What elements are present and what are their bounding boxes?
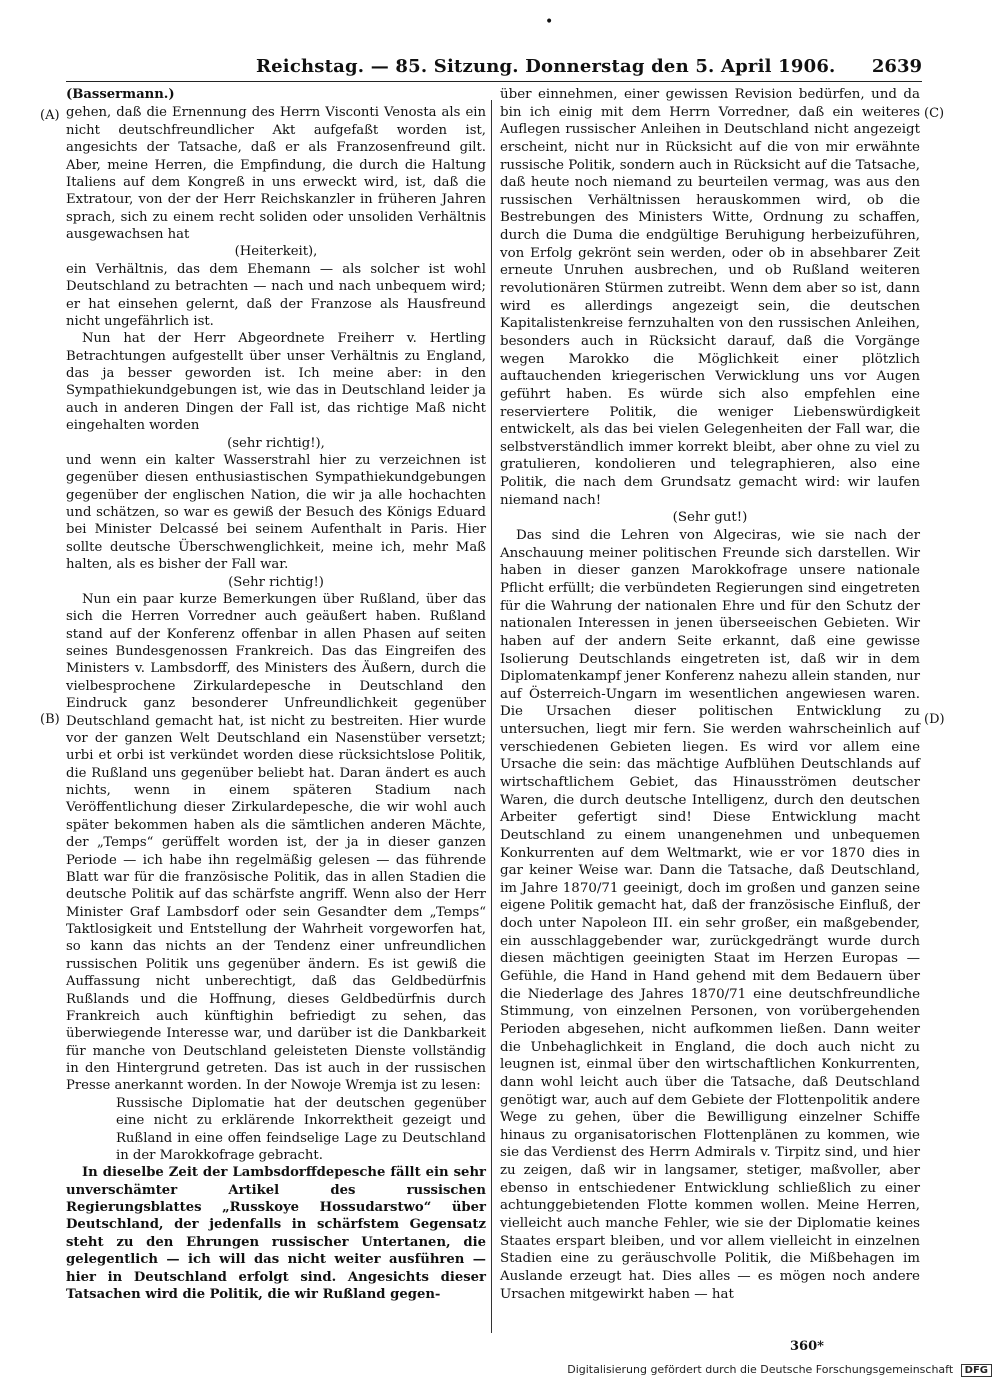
interjection: (Sehr gut!) (672, 510, 748, 526)
paragraph: ein Verhältnis, das dem Ehemann — als solcher ist wohl Deutschland zu betrachten — nach und nach unbequem wird; er hat einsehen gelernt, daß der Franzose als Hausfreund nicht ungefährlich ist. (66, 261, 486, 329)
paragraph: und wenn ein kalter Wasserstrahl hier zu verzeichnen ist gegenüber diesen enthusiastischen Sympathiekundgebungen gegenüber der englischen Nation, die wir ja alle hochachten und schätzen, so war es gewiß der Besuch des Königs Eduard bei Minister Delcassé bei seinem Aufenthalt in Paris. Hier sollte deutsche Überschwenglichkeit, meine ich, mehr Maß halten, als es bisher der Fall war. (66, 452, 486, 573)
margin-mark-b: (B) (40, 712, 60, 727)
paragraph: In dieselbe Zeit der Lambsdorffdepesche fällt ein sehr unverschämter Artikel des russischen Regierungsblattes „Russkoye Hossudarstwo“ über Deutschland, der jedenfalls in schärfstem Gegensatz steht zu den Ehrungen russischer Untertanen, die gelegentlich — ich will das nicht weiter ausführen — hier in Deutschland erfolgt sind. Angesichts dieser Tatsachen wird die Politik, die wir Rußland gegen- (66, 1165, 486, 1302)
interjection: (Sehr richtig!) (228, 574, 324, 590)
interjection: (sehr richtig!), (227, 435, 325, 451)
signature-mark: 360* (790, 1339, 824, 1354)
paragraph: Nun ein paar kurze Bemerkungen über Rußland, über das sich die Herren Vorredner auch geäußert haben. Rußland stand auf der Konferenz offenbar in allen Phasen auf seiten seines Bundesgenossen Frankreich. Das das Eingreifen des Ministers v. Lambsdorff, des Ministers des Äußern, durch die vielbesprochene Zirkulardepesche in Deutschland den Eindruck ganz besonderer Unfreundlichkeit gegenüber Deutschland gemacht hat, ist nicht zu bestreiten. Hier wurde vor der ganzen Welt Deutschland ein Nasenstüber versetzt; urbi et orbi ist verkündet worden diese rücksichtslose Politik, die Rußland uns gegenüber beliebt hat. Daran ändert es auch nichts, wenn in einem späteren Stadium nach Veröffentlichung dieser Zirkulardepesche, die wir wohl auch später bekommen haben als die sämtlichen anderen Mächte, der „Temps“ gerüffelt worden ist, der ja in dieser ganzen Periode — ich habe ihn regelmäßig gelesen — das führende Blatt war für die französische Politik, das in allen Stadien die deutsche Politik auf das schärfste angriff. Wenn also der Herr Minister Graf Lambsdorf oder sein Gesandter dem „Temps“ Taktlosigkeit und Entstellung der Wahrheit vorgeworfen hat, so kann das nichts an der Tendenz einer unfreundlichen russischen Politik uns gegenüber ändern. Es ist gewiß die Auffassung nicht unberechtigt, daß das Geldbedürfnis Rußlands und die Hoffnung, dieses Geldbedürfnis durch Frankreich auch künftighin befriedigt zu sehen, das überwiegende Interesse war, und darüber ist die Dankbarkeit für manche von Deutschland geleisteten Dienste vollständig in den Hintergrund getreten. Das ist auch in der russischen Presse anerkannt worden. In der Nowoje Wremja ist zu lesen: (66, 591, 486, 1094)
footer-text: Digitalisierung gefördert durch die Deutsche Forschungsgemeinschaft (567, 1363, 954, 1376)
interjection: (Heiterkeit), (234, 244, 318, 260)
paragraph: Nun hat der Herr Abgeordnete Freiherr v. Hertling Betrachtungen aufgestellt über unser Verhältnis zu England, das ja besser geworden ist. Ich meine aber: in den Sympathiekundgebungen ist, wie das in Deutschland leider ja auch in anderen Dingen der Fall ist, das richtige Maß nicht eingehalten worden (66, 331, 486, 434)
margin-mark-a: (A) (40, 108, 60, 123)
right-column (500, 86, 920, 1303)
column-divider (491, 100, 492, 1333)
dfg-logo: DFG (961, 1364, 992, 1377)
speaker-name: (Bassermann.) (66, 87, 175, 102)
page-number: 2639 (871, 56, 922, 77)
page-dot: • (545, 14, 554, 30)
block-quote: Russische Diplomatie hat der deutschen gegenüber eine nicht zu erklärende Inkorrektheit gezeigt und Rußland in eine offen feindselige Lage zu Deutschland in der Marokkofrage gebracht. (116, 1095, 486, 1163)
header-rule (66, 81, 922, 82)
paragraph: gehen, daß die Ernennung des Herrn Visconti Venosta als ein nicht deutschfreundlicher Akt aufgefaßt worden ist, angesichts der Tatsache, daß er als Franzosenfreund gilt. Aber, meine Herren, die Empfindung, die durch die Haltung Italiens auf dem Kongreß in uns erweckt wird, ist, daß die Extratour, von der der Herr Reichskanzler in früheren Jahren sprach, sich zu einem recht soliden oder unsoliden Verhältnis ausgewachsen hat (66, 105, 486, 242)
footer-credit (567, 1363, 992, 1377)
margin-mark-d: (D) (924, 712, 945, 727)
header-title: Reichstag. — 85. Sitzung. Donnerstag den 5. April 1906. (256, 56, 836, 77)
margin-mark-c: (C) (924, 106, 945, 121)
paragraph: über einnehmen, einer gewissen Revision bedürfen, und da bin ich einig mit dem Herrn Vorredner, daß ein weiteres Auflegen russischer Anleihen in Deutschland nicht angezeigt erscheint, nicht nur in Rücksicht auf die von mir erwähnte russische Politik, sondern auch in Rücksicht auf die Tatsache, daß heute noch niemand zu beurteilen vermag, was aus den russischen Verhältnissen herauskommen wird, ob die Bestrebungen des Ministers Witte, Ordnung zu schaffen, durch die Duma die endgültige Beruhigung herbeizuführen, von Erfolg gekrönt sein werden, oder ob in absehbarer Zeit erneute Unruhen ausbrechen, und ob Rußland weiteren revolutionären Stürmen zutreibt. Wenn dem aber so ist, dann wird es allerdings angezeigt sein, die deutschen Kapitalistenkreise fernzuhalten von den russischen Anleihen, besonders auch in Rücksicht darauf, daß die Vorgänge wegen Marokko die Möglichkeit einer plötzlich auftauchenden kriegerischen Verwicklung uns vor Augen geführt haben. Es würde sich also empfehlen eine reserviertere Politik, die weniger Liebenswürdigkeit entwickelt, als das bei vielen Gelegenheiten der Fall war, die selbstverständlich immer korrekt bleibt, aber ohne zu viel zu gratulieren, kondolieren und telegraphieren, also eine Politik, die nach dem Grundsatz gemacht wird: wir laufen niemand nach! (500, 87, 920, 508)
left-column (66, 86, 486, 1303)
paragraph: Das sind die Lehren von Algeciras, wie sie nach der Anschauung meiner politischen Freunde sich darstellen. Wir haben in dieser ganzen Marokkofrage unsere nationale Pflicht erfüllt; die verbündeten Regierungen sind eingetreten für die Wahrung der nationalen Ehre und für den Schutz der nationalen Interessen in jenen überseeischen Gebieten. Wir haben auf der andern Seite erkannt, daß eine gewisse Isolierung Deutschlands eingetreten ist, daß wir in dem Diplomatenkampf jener Konferenz nahezu allein standen, nur auf Österreich-Ungarn im wesentlichen angewiesen waren. Die Ursachen dieser politischen Entwicklung zu untersuchen, liegt mir fern. Sie werden wahrscheinlich auf verschiedenen Gebieten liegen. Es wird vor allem eine Ursache die sein: das mächtige Aufblühen Deutschlands auf wirtschaftlichem Gebiet, das Hinausströmen deutscher Waren, die durch deutsche Intelligenz, durch den deutschen Arbeiter gefertigt sind! Diese Entwicklung macht Deutschland zu einem unangenehmen und unbequemen Konkurrenten auf dem Weltmarkt, wie er vor 1870 dies in gar keiner Weise war. Dann die Tatsache, daß Deutschland, im Jahre 1870/71 geeinigt, doch im großen und ganzen seine eigene Politik gemacht hat, daß der französische Einfluß, der doch unter Napoleon III. ein sehr großer, ein maßgebender, ein ausschlaggebender war, zurückgedrängt wurde durch diesen mächtigen geeinigten Staat im Herzen Europas — Gefühle, die Hand in Hand gehend mit dem Bedauern über die Niederlage des Jahres 1870/71 eine deutschfreundliche Stimmung, von einzelnen Personen, von vorübergehenden Perioden abgesehen, nicht aufkommen ließen. Dann weiter die Unbehaglichkeit in England, die doch auch nicht zu leugnen ist, einmal über den wirtschaftlichen Konkurrenten, dann wohl leicht auch über die Tatsache, daß Deutschland genötigt war, auch auf dem Gebiete der Flottenpolitik andere Wege zu gehen, über die Bewilligung einzelner Schiffe hinaus zu organisatorischen Flottenplänen zu kommen, wie sie das Verdienst des Herrn Admirals v. Tirpitz sind, und hier zu zeigen, daß wir in langsamer, stetiger, maßvoller, aber ebenso in entschiedener Entwicklung schließlich zu einer achtunggebietenden Flotte kommen wollen. Meine Herren, vielleicht auch manche Fehler, wie sie der Diplomatie keines Staates erspart bleiben, und vor allem vielleicht in einzelnen Stadien eine zu geräuschvolle Politik, die Mißbehagen im Auslande erzeugt hat. Dies alles — es mögen noch andere Ursachen mitgewirkt haben — hat (500, 528, 920, 1302)
page-header (66, 56, 922, 80)
